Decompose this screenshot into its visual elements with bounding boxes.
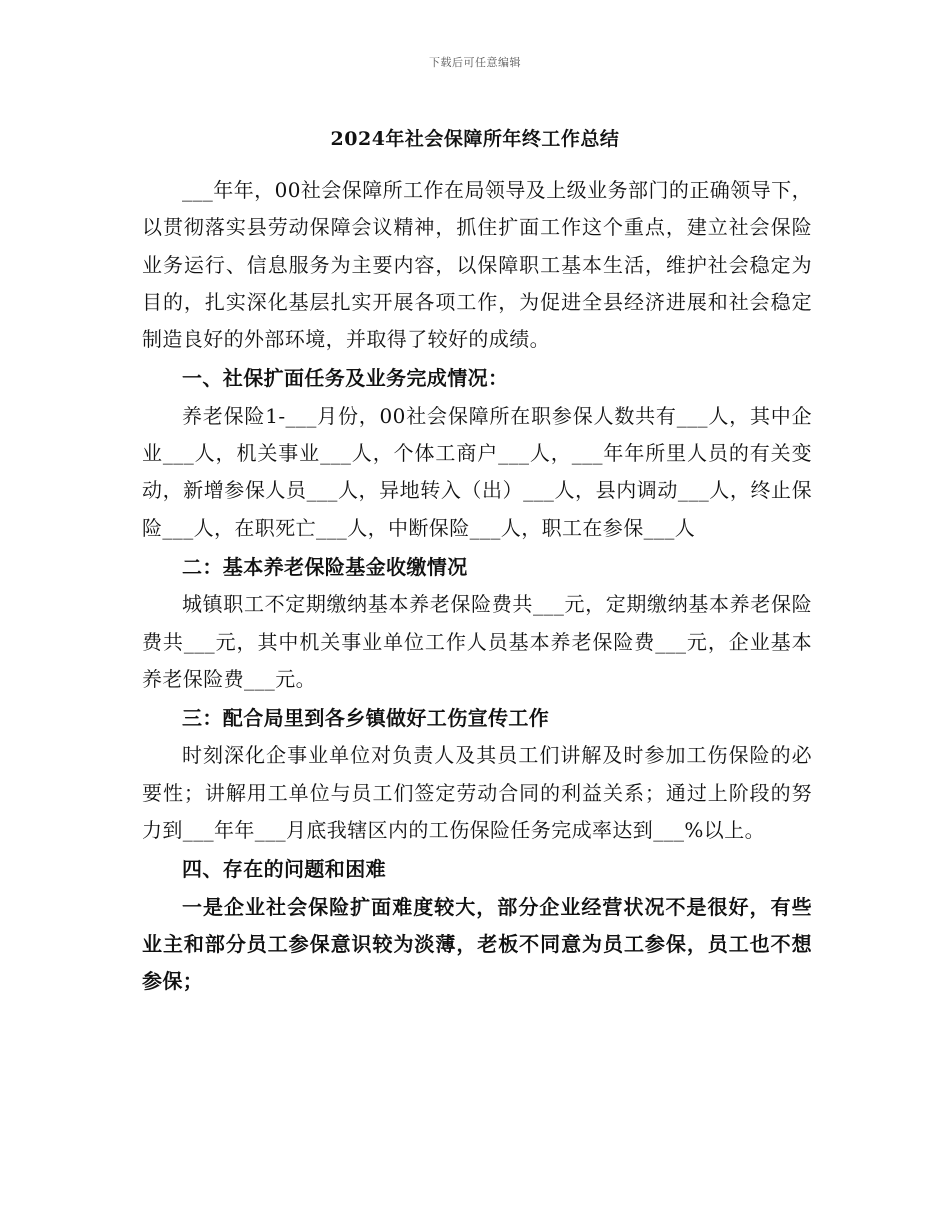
section-heading: 三：配合局里到各乡镇做好工伤宣传工作 [182,706,550,731]
document-title: 2024年社会保障所年终工作总结 [330,128,620,150]
header-note: 下载后可任意编辑 [429,56,521,69]
section-paragraph: 一是企业社会保险扩面难度较大，部分企业经营状况不是很好，有些业主和部分员工参保意识较为淡薄，老板不同意为员工参保，员工也不想参保； [142,894,812,994]
section-paragraph: 城镇职工不定期缴纳基本养老保险费共___元，定期缴纳基本养老保险费共___元，其中机关事业单位工作人员基本养老保险费___元，企业基本养老保险费___元。 [142,592,812,691]
section-paragraph: 养老保险1-___月份，00社会保障所在职参保人数共有___人，其中企业___人，机关事业___人，个体工商户___人，___年年所里人员的有关变动，新增参保人员___人，异地转入（出）___人，县内调动___人，终止保险___人，在职死亡___人，中断保险___人，职工在参保___人 [142,403,812,540]
section-heading: 一、社保扩面任务及业务完成情况： [182,366,509,391]
section-heading: 二：基本养老保险基金收缴情况 [182,554,468,579]
section-paragraph: 时刻深化企事业单位对负责人及其员工们讲解及时参加工伤保险的必要性；讲解用工单位与员工们签定劳动合同的利益关系；通过上阶段的努力到___年年___月底我辖区内的工伤保险任务完成率达到___%以上。 [142,743,812,843]
intro-paragraph: ___年年，00社会保障所工作在局领导及上级业务部门的正确领导下，以贯彻落实县劳动保障会议精神，抓住扩面工作这个重点，建立社会保险业务运行、信息服务为主要内容，以保障职工基本生活，维护社会稳定为目的，扎实深化基层扎实开展各项工作，为促进全县经济进展和社会稳定制造良好的外部环境，并取得了较好的成绩。 [142,178,812,352]
section-heading: 四、存在的问题和困难 [182,857,386,882]
document-body [142,172,812,1001]
